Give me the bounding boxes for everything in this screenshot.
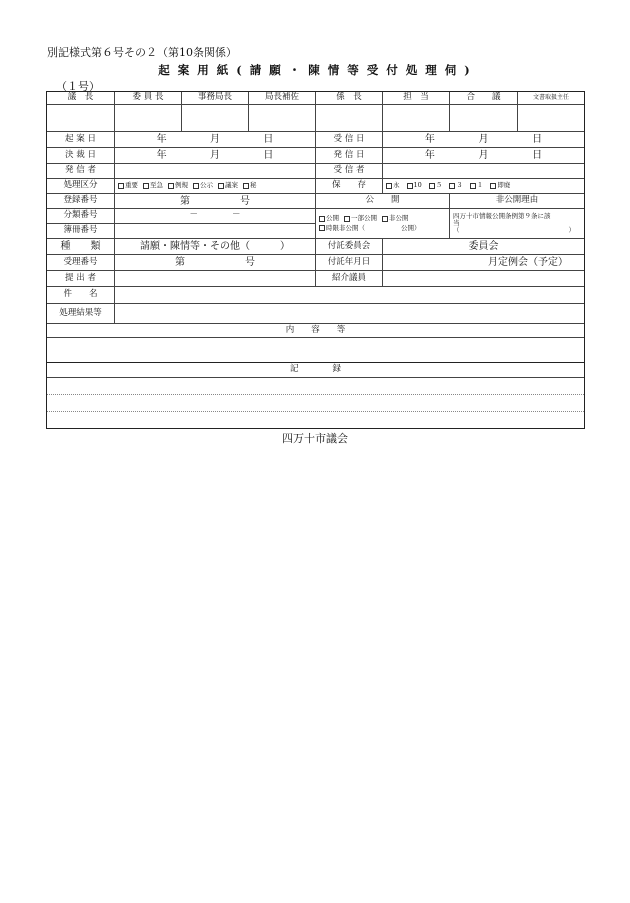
label-futaku-nengappi: 付託年月日 <box>316 255 383 271</box>
option-label: 公開 <box>326 214 339 223</box>
hikokai-riyu-header: 非公開理由 <box>450 194 584 209</box>
option-label: 非公開 <box>389 214 409 223</box>
toroku-bango-field[interactable] <box>115 194 316 209</box>
date-day: 日 <box>532 150 543 161</box>
option-label: 永 <box>393 181 400 190</box>
label-futaku-iinkai: 付託委員会 <box>316 239 383 255</box>
checkbox-icon <box>407 183 413 189</box>
paren-open: （ <box>453 226 460 235</box>
approval-title-kyokucho-hosa: 局長補佐 <box>249 92 316 105</box>
jushin-sha-field[interactable] <box>383 164 584 179</box>
option-label: ３ <box>456 181 463 190</box>
stamp-box-gicho[interactable] <box>47 105 115 132</box>
option-ichibu-kokai[interactable] <box>344 215 377 222</box>
stamp-box-bunsho-shunin[interactable] <box>518 105 584 132</box>
approval-title-tanto: 担 当 <box>383 92 450 105</box>
option-label: 秘 <box>250 181 257 190</box>
approval-title-kakaricho: 係 長 <box>316 92 383 105</box>
checkbox-icon <box>386 183 392 189</box>
label-shokai-giin: 紹介議員 <box>316 271 383 287</box>
label-toroku-bango: 登録番号 <box>47 194 115 209</box>
hozon-options <box>383 179 584 194</box>
label-shurui: 種 類 <box>47 239 115 255</box>
boseki-bango-field[interactable] <box>115 224 316 239</box>
checkbox-icon <box>193 183 199 189</box>
option-label: 公示 <box>200 181 213 190</box>
label-shori-kekka: 処理結果等 <box>47 304 115 324</box>
date-month: 月 <box>478 134 489 145</box>
option-gian[interactable] <box>218 182 238 189</box>
hikokai-riyu-line1: 四万十市情報公開条例第９条に該 <box>453 211 551 220</box>
naiyo-header: 内 容 等 <box>47 324 584 338</box>
juri-dai: 第 <box>175 257 185 268</box>
kokai-header: 公 開 <box>316 194 450 209</box>
toroku-dai: 第 <box>180 195 190 207</box>
kiroku-line[interactable] <box>47 412 584 428</box>
futaku-iinkai-field[interactable]: 委員会 <box>383 239 584 255</box>
bunrui-bango-field[interactable]: － － <box>115 209 316 224</box>
form-reference: 別記様式第６号その２（第10条関係） <box>47 46 237 59</box>
option-label: ５ <box>435 181 443 190</box>
page-title: 起 案 用 紙 ( 請 願 ・ 陳 情 等 受 付 処 理 伺 ) <box>158 63 472 77</box>
label-boseki-bango: 簿冊番号 <box>47 224 115 239</box>
approval-title-bunsho-shunin: 文書取扱主任 <box>518 92 584 105</box>
label-jushin-sha: 受 信 者 <box>316 164 383 179</box>
option-shikyu[interactable] <box>143 182 163 189</box>
option-label: 一部公開 <box>351 214 377 223</box>
label-hasshin-sha: 発 信 者 <box>47 164 115 179</box>
option-label: 時限非公開（ <box>326 223 365 232</box>
kiroku-line[interactable] <box>47 378 584 395</box>
date-day: 日 <box>532 134 543 145</box>
date-month: 月 <box>209 134 220 145</box>
option-label: 例規 <box>175 181 188 190</box>
option-label: 至急 <box>150 181 163 190</box>
form-number: （１号） <box>56 80 100 93</box>
kokai-options <box>316 209 450 239</box>
option-3[interactable] <box>449 182 463 189</box>
option-label: １ <box>476 181 484 190</box>
juri-go: 号 <box>245 257 255 268</box>
hikokai-riyu-field[interactable] <box>450 209 584 239</box>
kessai-bi-date[interactable] <box>115 148 316 164</box>
checkbox-icon <box>449 183 455 189</box>
hasshin-sha-field[interactable] <box>115 164 316 179</box>
option-label: 10 <box>413 181 422 190</box>
label-kenmei: 件 名 <box>47 287 115 304</box>
label-kian-bi: 起 案 日 <box>47 132 115 148</box>
stamp-box-kyokucho-hosa[interactable] <box>249 105 316 132</box>
label-kessai-bi: 決 裁 日 <box>47 148 115 164</box>
option-label: 重要 <box>125 181 138 190</box>
checkbox-icon <box>118 183 124 189</box>
option-5[interactable] <box>429 182 443 189</box>
date-month: 月 <box>209 150 220 161</box>
hikokai-riyu-paren <box>453 227 575 234</box>
date-day: 日 <box>263 150 274 161</box>
kiroku-header: 記 録 <box>47 363 584 378</box>
option-jigen-hikokai[interactable] <box>319 225 365 232</box>
checkbox-icon <box>490 183 496 189</box>
jushin-bi-date[interactable] <box>383 132 584 148</box>
option-1[interactable] <box>470 182 484 189</box>
checkbox-icon <box>319 225 325 231</box>
checkbox-icon <box>344 216 350 222</box>
shori-kubun-options <box>115 179 316 194</box>
checkbox-icon <box>243 183 249 189</box>
option-label: 議案 <box>225 181 238 190</box>
label-juri-bango: 受理番号 <box>47 255 115 271</box>
label-hasshin-bi: 発 信 日 <box>316 148 383 164</box>
option-juyo[interactable] <box>118 182 138 189</box>
futaku-nengappi-field[interactable]: 月定例会（予定） <box>383 255 584 271</box>
label-shori-kubun: 処理区分 <box>47 179 115 194</box>
toroku-go: 号 <box>240 195 250 207</box>
approval-title-jimukyokucho: 事務局長 <box>182 92 249 105</box>
date-year: 年 <box>424 150 435 161</box>
footer-organization: 四万十市議会 <box>282 432 348 445</box>
date-year: 年 <box>156 134 167 145</box>
checkbox-icon <box>429 183 435 189</box>
date-month: 月 <box>478 150 489 161</box>
date-year: 年 <box>156 150 167 161</box>
stamp-box-kakaricho[interactable] <box>316 105 383 132</box>
date-year: 年 <box>424 134 435 145</box>
checkbox-icon <box>143 183 149 189</box>
stamp-box-iincho[interactable] <box>115 105 182 132</box>
approval-title-iincho: 委 員 長 <box>115 92 182 105</box>
hikokai-riyu-line2: 当 <box>453 218 460 227</box>
hasshin-bi-date[interactable] <box>383 148 584 164</box>
checkbox-icon <box>319 216 325 222</box>
approval-title-gogi: 合 議 <box>450 92 518 105</box>
label-bunrui-bango: 分類番号 <box>47 209 115 224</box>
option-hi[interactable] <box>243 182 257 189</box>
option-kokai[interactable] <box>319 215 339 222</box>
stamp-box-gogi[interactable] <box>450 105 518 132</box>
option-label: 即廃 <box>497 181 511 190</box>
checkbox-icon <box>218 183 224 189</box>
stamp-box-tanto[interactable] <box>383 105 450 132</box>
kian-bi-date[interactable] <box>115 132 316 148</box>
naiyo-field[interactable] <box>47 338 584 363</box>
approval-form <box>46 91 585 429</box>
shori-kekka-field[interactable] <box>115 304 584 324</box>
label-hozon: 保 存 <box>316 179 383 194</box>
option-sokuhai[interactable] <box>490 182 510 189</box>
checkbox-icon <box>382 216 388 222</box>
juri-bango-field[interactable] <box>115 255 316 271</box>
date-day: 日 <box>263 134 274 145</box>
jigen-kokai-suffix: 公開） <box>401 223 421 232</box>
label-jushin-bi: 受 信 日 <box>316 132 383 148</box>
label-teishutsu-sha: 提 出 者 <box>47 271 115 287</box>
stamp-box-jimukyokucho[interactable] <box>182 105 249 132</box>
option-10[interactable] <box>407 182 422 189</box>
shokai-giin-field[interactable] <box>383 271 584 287</box>
option-hikokai[interactable] <box>382 215 409 222</box>
kiroku-line[interactable] <box>47 395 584 412</box>
shurui-field[interactable]: 請願・陳情等・その他（ ） <box>115 239 316 255</box>
checkbox-icon <box>168 183 174 189</box>
option-reiki[interactable] <box>168 182 188 189</box>
option-ei[interactable] <box>386 182 400 189</box>
paren-close: ） <box>568 226 575 235</box>
approval-title-gicho: 議 長 <box>47 92 115 105</box>
kenmei-field[interactable] <box>115 287 584 304</box>
option-koji[interactable] <box>193 182 213 189</box>
teishutsu-sha-field[interactable] <box>115 271 316 287</box>
checkbox-icon <box>470 183 476 189</box>
